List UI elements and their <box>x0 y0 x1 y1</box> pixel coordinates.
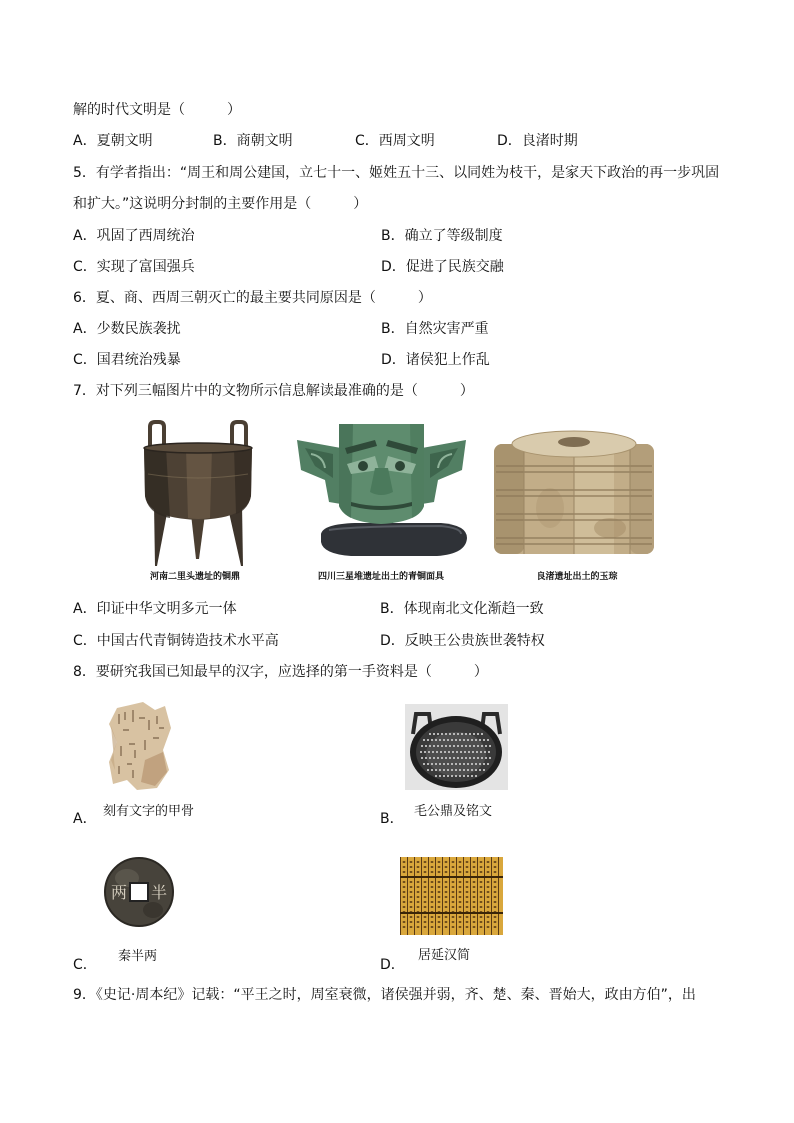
coin-square-hole <box>130 883 148 901</box>
q7-option-d: D．反映王公贵族世袭特权 <box>380 633 545 649</box>
q6-option-d: D．诸侯犯上作乱 <box>381 352 490 368</box>
q8-choice-c-letter: C． <box>73 957 97 973</box>
q4-option-d: D．良渚时期 <box>497 133 578 149</box>
q7-option-b: B．体现南北文化渐趋一致 <box>380 601 544 617</box>
q5-option-d: D．促进了民族交融 <box>381 259 504 275</box>
cong-hole <box>558 437 590 447</box>
q8-choice-d-caption: 居延汉简 <box>418 948 471 963</box>
bronze-ding-image <box>136 418 260 570</box>
q9-stem-line1: 9．《史记·周本纪》记载：“平王之时，周室衰微，诸侯强并弱，齐、楚、秦、晋始大，政由方伯”，出 <box>73 987 696 1003</box>
q8-choice-a-letter: A． <box>73 811 97 827</box>
jade-cong-image <box>490 428 658 558</box>
coin-glyph-left: 两 <box>110 883 128 902</box>
q8-choice-b-letter: B． <box>380 811 404 827</box>
q6-option-c: C．国君统治残暴 <box>73 352 181 368</box>
oracle-bone-image <box>105 700 175 792</box>
bronze-mask-image <box>295 418 468 558</box>
ding-rim <box>144 443 252 453</box>
q6-option-a: A．少数民族袭扰 <box>73 321 181 337</box>
q7-figure3-caption: 良渚遗址出土的玉琮 <box>536 572 618 582</box>
q6-stem: 6．夏、商、西周三朝灭亡的最主要共同原因是（ ） <box>73 290 432 306</box>
q5-stem-line2: 和扩大。”这说明分封制的主要作用是（ ） <box>73 196 368 212</box>
q4-option-a: A．夏朝文明 <box>73 133 153 149</box>
q7-stem: 7．对下列三幅图片中的文物所示信息解读最准确的是（ ） <box>73 383 474 399</box>
q7-figure1-caption: 河南二里头遗址的铜鼎 <box>149 572 240 582</box>
mao-gong-ding-image <box>405 704 508 790</box>
q5-option-a: A．巩固了西周统治 <box>73 228 195 244</box>
coin-glyph-right: 半 <box>150 883 168 902</box>
q4-stem-tail: 解的时代文明是（ ） <box>73 102 241 118</box>
q4-option-c: C．西周文明 <box>355 133 435 149</box>
q8-choice-c-caption: 秦半两 <box>118 949 158 964</box>
q8-choice-d-letter: D． <box>380 957 405 973</box>
qin-banliang-coin-image <box>103 848 175 935</box>
q7-figure2-caption: 四川三星堆遗址出土的青铜面具 <box>317 572 444 582</box>
q5-stem-line1: 5．有学者指出：“周王和周公建国，立七十一、姬姓五十三、以同姓为枝干，是家天下政治的再一步巩固 <box>73 165 720 181</box>
q7-option-a: A．印证中华文明多元一体 <box>73 601 237 617</box>
juyan-bamboo-slips-image <box>400 857 503 935</box>
q5-option-b: B．确立了等级制度 <box>381 228 503 244</box>
q4-option-b: B．商朝文明 <box>213 133 293 149</box>
q8-choice-b-caption: 毛公鼎及铭文 <box>414 804 493 819</box>
q8-stem: 8．要研究我国已知最早的汉字，应选择的第一手资料是（ ） <box>73 664 488 680</box>
q8-choice-a-caption: 刻有文字的甲骨 <box>103 804 195 819</box>
q6-option-b: B．自然灾害严重 <box>381 321 489 337</box>
q5-option-c: C．实现了富国强兵 <box>73 259 195 275</box>
q7-option-c: C．中国古代青铜铸造技术水平高 <box>73 633 279 649</box>
